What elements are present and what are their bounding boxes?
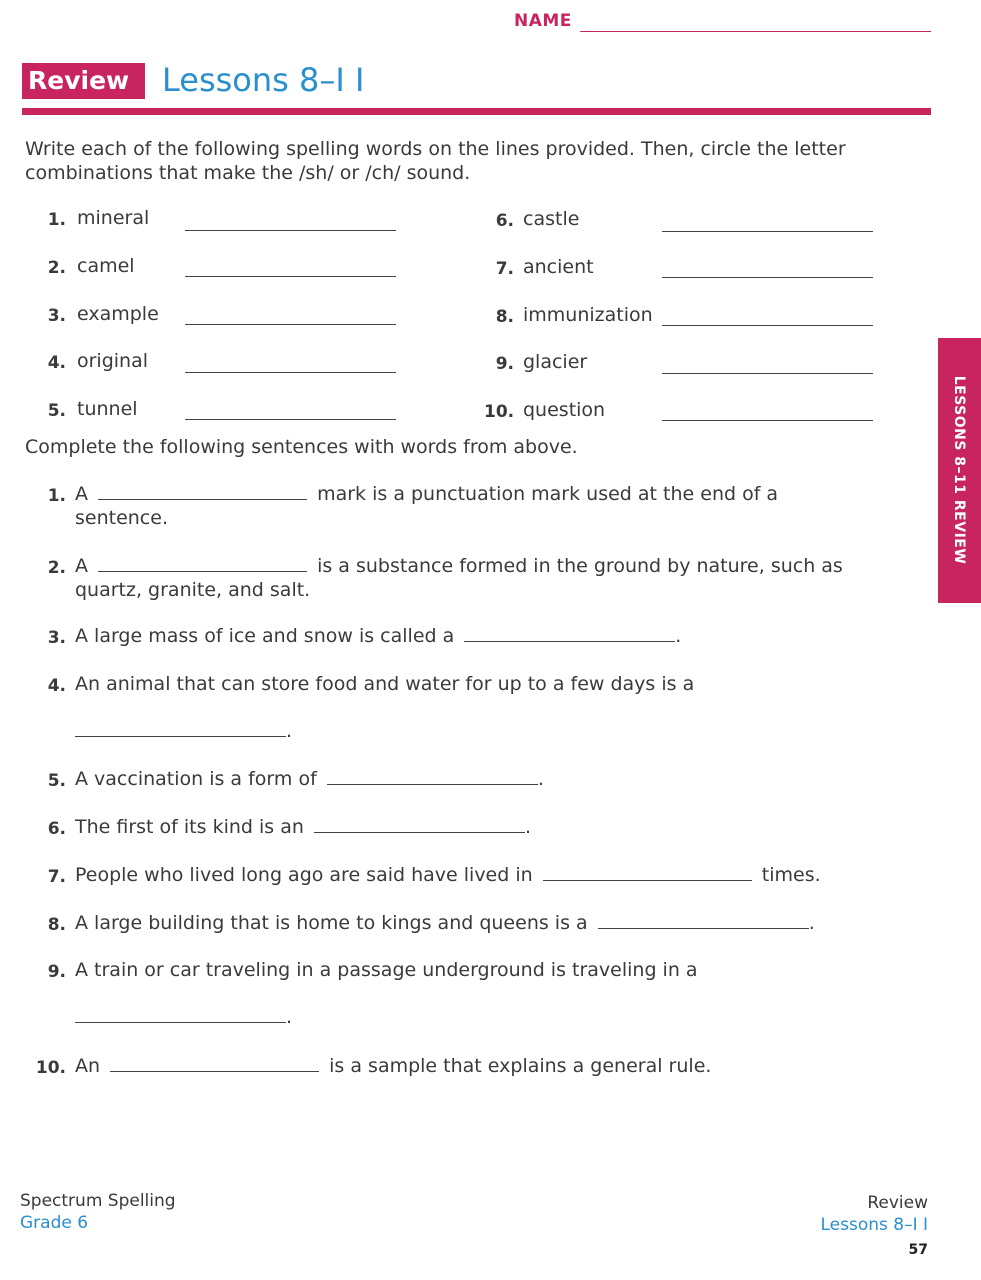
sentence-continuation: quartz, granite, and salt.	[75, 579, 311, 601]
answer-blank[interactable]	[75, 735, 286, 737]
side-tab	[938, 338, 981, 603]
spelling-word: camel	[77, 255, 135, 277]
name-label: NAME	[514, 11, 572, 31]
footer-publisher: Spectrum Spelling	[20, 1191, 176, 1211]
review-badge: Review	[22, 63, 145, 99]
answer-line[interactable]	[662, 231, 873, 232]
spelling-word: glacier	[523, 351, 588, 373]
sentence-8	[75, 912, 815, 935]
sentence-text: People who lived long ago are said have lived in	[75, 864, 533, 886]
sentence-text: is a sample that explains a general rule.	[329, 1055, 712, 1077]
sentence-text: A	[75, 555, 88, 577]
sentence-4: An animal that can store food and water for up to a few days is a	[75, 673, 695, 695]
name-input-line[interactable]	[580, 31, 931, 32]
answer-blank[interactable]	[314, 831, 525, 833]
sentence-text: The first of its kind is an	[75, 816, 304, 838]
sentence-text: .	[537, 768, 544, 790]
sentence-number: 4.	[47, 676, 66, 696]
answer-line[interactable]	[662, 277, 873, 278]
sentence-continuation: sentence.	[75, 507, 168, 529]
sentence-number: 3.	[47, 628, 66, 648]
sentence-text: An	[75, 1055, 101, 1077]
sentence-text: .	[524, 816, 531, 838]
sentence-6	[75, 816, 531, 839]
sentence-text: .	[808, 912, 815, 934]
sentence-10	[75, 1055, 711, 1078]
sentence-number: 7.	[47, 867, 66, 887]
sentence-text: A large mass of ice and snow is called a	[75, 625, 455, 647]
answer-line[interactable]	[185, 372, 396, 373]
sentence-2	[75, 555, 843, 578]
instructions-line-1: Write each of the following spelling words on the lines provided. Then, circle the letter	[25, 138, 846, 160]
sentence-9: A train or car traveling in a passage underground is traveling in a	[75, 959, 698, 981]
sentence-text: .	[675, 625, 682, 647]
instructions-line-2: combinations that make the /sh/ or /ch/ sound.	[25, 162, 471, 184]
sentence-text: A vaccination is a form of	[75, 768, 317, 790]
sentence-number: 8.	[47, 915, 66, 935]
answer-line[interactable]	[185, 276, 396, 277]
answer-line[interactable]	[185, 419, 396, 420]
spelling-word: question	[523, 399, 606, 421]
sentence-text: .	[286, 1006, 293, 1028]
sentence-text: A	[75, 483, 88, 505]
spelling-word: ancient	[523, 256, 594, 278]
footer-grade: Grade 6	[20, 1213, 89, 1233]
side-tab-label: LESSONS 8–11 REVIEW	[951, 375, 967, 565]
footer-lessons: Lessons 8–I I	[820, 1215, 928, 1235]
answer-blank[interactable]	[75, 1021, 286, 1023]
word-number: 3.	[47, 306, 66, 326]
sentence-number: 2.	[47, 558, 66, 578]
answer-blank[interactable]	[110, 1070, 319, 1072]
answer-blank[interactable]	[98, 498, 307, 500]
sentence-text: is a substance formed in the ground by nature, such as	[317, 555, 843, 577]
spelling-word: mineral	[77, 207, 150, 229]
sentence-number: 10.	[35, 1058, 66, 1078]
page-number: 57	[908, 1242, 928, 1258]
answer-line[interactable]	[662, 325, 873, 326]
answer-line[interactable]	[185, 230, 396, 231]
spelling-word: tunnel	[77, 398, 138, 420]
spelling-word: original	[77, 350, 149, 372]
word-number: 9.	[495, 354, 514, 374]
answer-blank[interactable]	[598, 927, 809, 929]
sentence-number: 1.	[47, 486, 66, 506]
sentence-text: mark is a punctuation mark used at the end of a	[317, 483, 779, 505]
word-number: 10.	[484, 402, 515, 422]
sentence-text: A large building that is home to kings and queens is a	[75, 912, 588, 934]
word-number: 2.	[47, 258, 66, 278]
word-number: 1.	[47, 210, 66, 230]
answer-line[interactable]	[662, 420, 873, 421]
complete-instruction: Complete the following sentences with words from above.	[25, 436, 578, 458]
word-number: 4.	[47, 353, 66, 373]
answer-blank[interactable]	[464, 640, 675, 642]
title-divider	[22, 108, 931, 115]
footer-review: Review	[867, 1193, 928, 1213]
sentence-7	[75, 864, 821, 887]
word-number: 7.	[495, 259, 514, 279]
word-number: 8.	[495, 307, 514, 327]
sentence-text: times.	[761, 864, 821, 886]
answer-blank[interactable]	[327, 783, 538, 785]
sentence-4-blank-line	[75, 720, 292, 743]
sentence-3	[75, 625, 681, 648]
sentence-number: 5.	[47, 771, 66, 791]
word-number: 6.	[495, 211, 514, 231]
word-number: 5.	[47, 401, 66, 421]
sentence-9-blank-line	[75, 1006, 292, 1029]
spelling-word: immunization	[523, 304, 653, 326]
spelling-word: example	[77, 303, 159, 325]
sentence-1	[75, 483, 778, 506]
answer-blank[interactable]	[543, 879, 752, 881]
answer-blank[interactable]	[98, 570, 307, 572]
page-title: Lessons 8–I I	[162, 61, 365, 99]
answer-line[interactable]	[185, 324, 396, 325]
answer-line[interactable]	[662, 373, 873, 374]
sentence-text: .	[286, 720, 293, 742]
sentence-number: 9.	[47, 962, 66, 982]
sentence-5	[75, 768, 544, 791]
spelling-word: castle	[523, 208, 580, 230]
sentence-number: 6.	[47, 819, 66, 839]
